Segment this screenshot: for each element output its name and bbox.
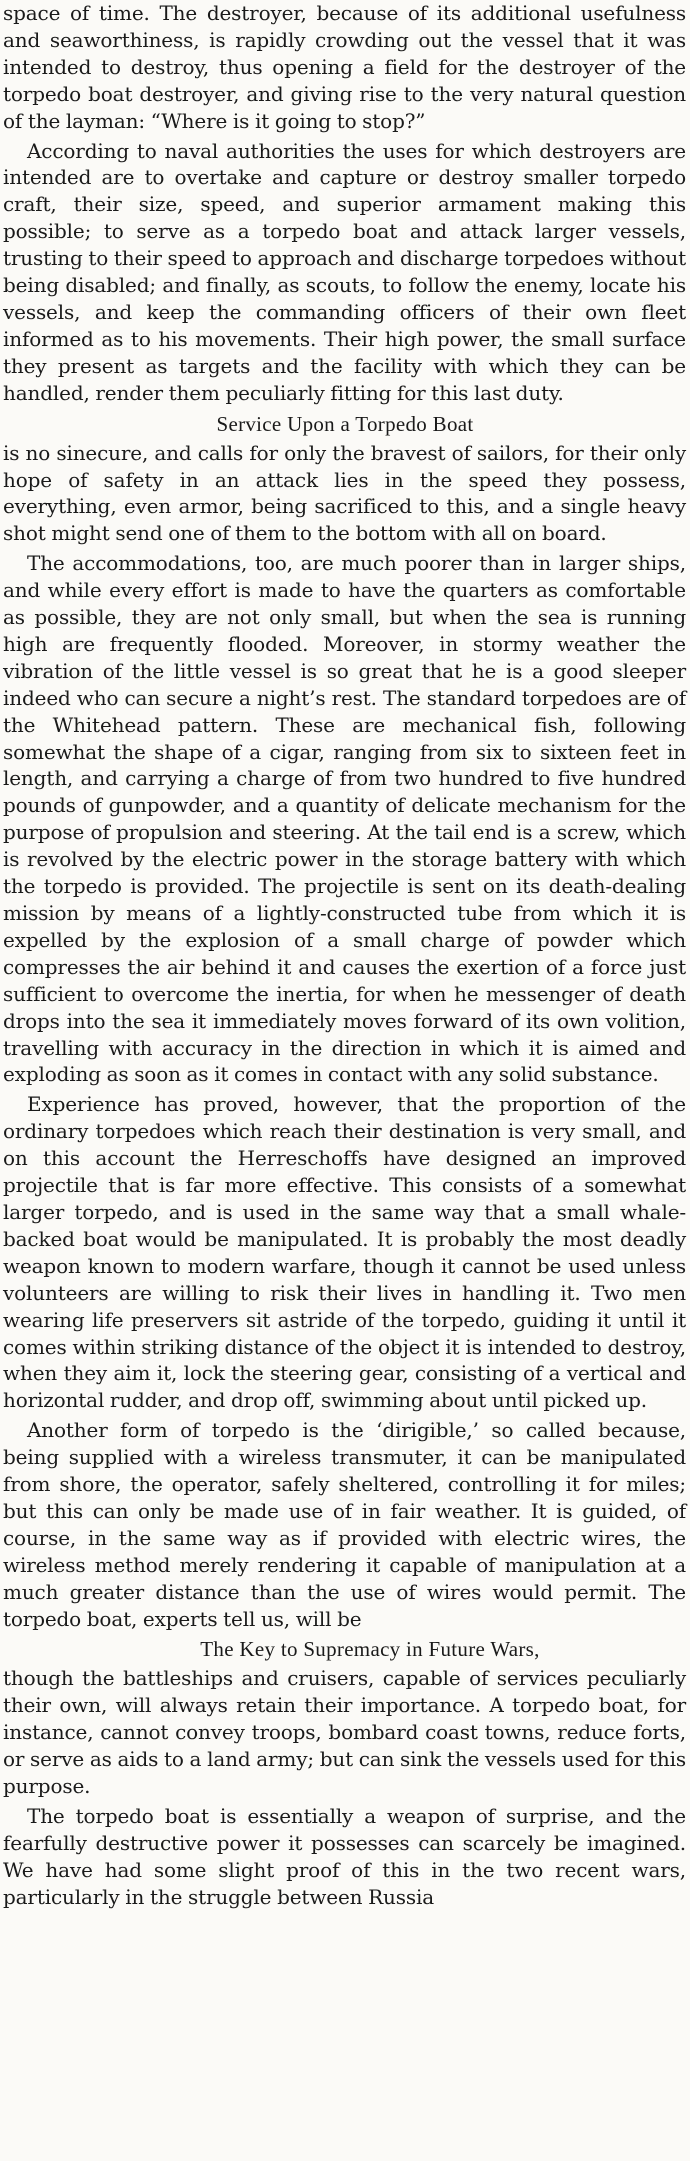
paragraph-weapon-of-surprise: The torpedo boat is essentially a weapon of surprise, and the fearfully destructive power it possesses can scarcely be imagined. We have had some slight proof of this in the two recent wars, particularly in the struggle between Russia: [3, 1804, 686, 1909]
paragraph-no-sinecure: is no sinecure, and calls for only the bravest of sailors, for their only hope of safety in an attack lies in the speed they possess, everything, even armor, being sacrificed to this, and a single heavy shot might send one of them to the bottom with all on board.: [3, 440, 686, 546]
paragraph-battleships: though the battleships and cruisers, capable of services peculiarly their own, will always retain their importance. A torpedo boat, for instance, cannot convey troops, bombard coast towns, reduce forts, or serve as aids to a land army; but can sink the vessels used for this purpose.: [3, 1666, 686, 1799]
subhead-service-upon-torpedo-boat: Service Upon a Torpedo Boat: [216, 411, 474, 436]
paragraph-dirigible: Another form of torpedo is the ‘dirigible,’ so called because, being supplied with a wireless transmuter, it can be manipulated from shore, the operator, safely sheltered, controlling it for miles; but this can only be made use of in fair weather. It is guided, of course, in the same way as if provided with electric wires, the wireless method merely rendering it capable of manipulation at a much greater distance than the use of wires would permit. The torpedo boat, experts tell us, will be: [3, 1418, 686, 1631]
paragraph-destroyer-uses: According to naval authorities the uses for which destroyers are intended are to overtake and capture or destroy smaller torpedo craft, their size, speed, and superior armament making this possible; to serve as a torpedo boat and attack larger vessels, trusting to their speed to approach and discharge torpedoes without being disabled; and finally, as scouts, to follow the enemy, locate his vessels, and keep the commanding officers of their own fleet informed as to his movements. Their high power, the small surface they present as targets and the facility with which they can be handled, render them peculiarly fitting for this last duty.: [3, 138, 686, 405]
paragraph-experience: Experience has proved, however, that the proportion of the ordinary torpedoes which reach their destination is very small, and on this account the Herreschoffs have designed an improved projectile that is far more effective. This consists of a somewhat larger torpedo, and is used in the same way that a small whale-backed boat would be manipulated. It is probably the most deadly weapon known to modern warfare, though it cannot be used unless volunteers are willing to risk their lives in handling it. Two men wearing life preservers sit astride of the torpedo, guiding it until it comes within striking distance of the object it is intended to destroy, when they aim it, lock the steering gear, consisting of a vertical and horizontal rudder, and drop off, swimming about until picked up.: [3, 1092, 686, 1413]
paragraph-intro: space of time. The destroyer, because of its additional usefulness and seaworthiness, is rapidly crowding out the vessel that it was intended to destroy, thus opening a field for the destroyer of the torpedo boat destroyer, and giving rise to the very natural question of the layman: “Where is it going to stop?”: [3, 1, 686, 133]
subhead-key-to-supremacy: The Key to Supremacy in Future Wars,: [200, 1637, 540, 1662]
paragraph-accommodations: The accommodations, too, are much poorer than in larger ships, and while every effort is made to have the quarters as comfortable as possible, they are not only small, but when the sea is running high are frequently flooded. Moreover, in stormy weather the vibration of the little vessel is so great that he is a good sleeper indeed who can secure a night’s rest. The standard torpedoes are of the Whitehead pattern. These are mechanical fish, following somewhat the shape of a cigar, ranging from six to sixteen feet in length, and carrying a charge of from two hundred to five hundred pounds of gunpowder, and a quantity of delicate mechanism for the purpose of propulsion and steering. At the tail end is a screw, which is revolved by the electric power in the storage battery with which the torpedo is provided. The projectile is sent on its death-dealing mission by means of a lightly-constructed tube from which it is expelled by the explosion of a small charge of powder which compresses the air behind it and causes the exertion of a force just sufficient to overcome the inertia, for when he messenger of death drops into the sea it immediately moves forward of its own volition, travelling with accuracy in the direction in which it is aimed and exploding as soon as it comes in contact with any solid substance.: [3, 551, 686, 1087]
